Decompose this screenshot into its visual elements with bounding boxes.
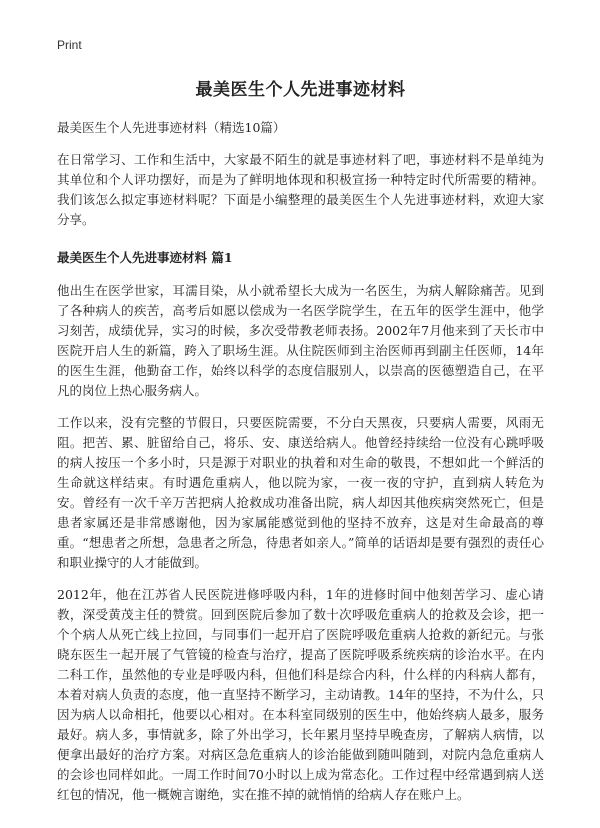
document-subtitle: 最美医生个人先进事迹材料（精选10篇）	[57, 120, 286, 135]
document-title: 最美医生个人先进事迹材料	[195, 80, 406, 100]
intro-paragraph: 在日常学习、工作和生活中，大家最不陌生的就是事迹材料了吧，事迹材料不是单纯为其单位和个人评功摆好，而是为了鲜明地体现和积极宣扬一种特定时代所需要的精神。我们该怎么拟定事迹材料呢？下面是小编整理的最美医生个人先进事迹材料，欢迎大家分享。	[57, 152, 544, 227]
section-heading: 最美医生个人先进事迹材料 篇1	[57, 250, 233, 265]
body-paragraph-2: 工作以来，没有完整的节假日，只要医院需要，不分白天黑夜，只要病人需要，风雨无阻。把苦、累、脏留给自己，将乐、安、康送给病人。他曾经持续给一位没有心跳呼吸的病人按压一个多小时，只是源于对职业的执着和对生命的敬畏，不想如此一个鲜活的生命就这样结束。有时遇危重病人，他以院为家，一夜一夜的守护，直到病人转危为安。曾经有一次千辛万苦把病人抢救成功准备出院，病人却因其他疾病突然死亡，但是患者家属还是非常感谢他，因为家属能感觉到他的坚持不放弃，这是对生命最高的尊重。“想患者之所想，急患者之所急，待患者如亲人。”简单的话语却是要有强烈的责任心和职业操守的人才能做到。	[57, 415, 544, 570]
body-paragraph-3: 2012年，他在江苏省人民医院进修呼吸内科，1年的进修时间中他刻苦学习、虚心请教，深受黄茂主任的赞赏。回到医院后参加了数十次呼吸危重病人的抢救及会诊，把一个个病人从死亡线上拉回，与同事们一起开启了医院呼吸危重病人抢救的新纪元。与张晓东医生一起开展了气管镜的检查与治疗，提高了医院呼吸系统疾病的诊治水平。在内二科工作，虽然他的专业是呼吸内科，但他们科是综合内科，什么样的内科病人都有，本着对病人负责的态度，他一直坚持不断学习，主动请教。14年的坚持，不为什么，只因为病人以命相托，他要以心相对。在本科室同级别的医生中，他始终病人最多，服务最好。病人多，事情就多，除了外出学习，长年累月坚持早晚查房，了解病人病情，以便拿出最好的治疗方案。对病区急危重病人的诊治能做到随叫随到，对院内急危重病人的会诊也同样如此。一周工作时间70小时以上成为常态化。工作过程中经常遇到病人送红包的情况，他一概婉言谢绝，实在推不掉的就悄悄的给病人存在账户上。	[57, 587, 544, 802]
body-paragraph-1: 他出生在医学世家，耳濡目染，从小就希望长大成为一名医生，为病人解除痛苦。见到了各种病人的疾苦，高考后如愿以偿成为一名医学院学生，在五年的医学生涯中，他学习刻苦，成绩优异，实习的时候，多次受带教老师表扬。2002年7月他来到了天长市中医院开启人生的新篇，跨入了职场生涯。从住院医师到主治医师再到副主任医师，14年的医生生涯，他勤奋工作，始终以科学的态度信服别人，以崇高的医德塑造自己，在平凡的岗位上热心服务病人。	[57, 283, 544, 398]
print-link[interactable]: Print	[57, 38, 82, 52]
